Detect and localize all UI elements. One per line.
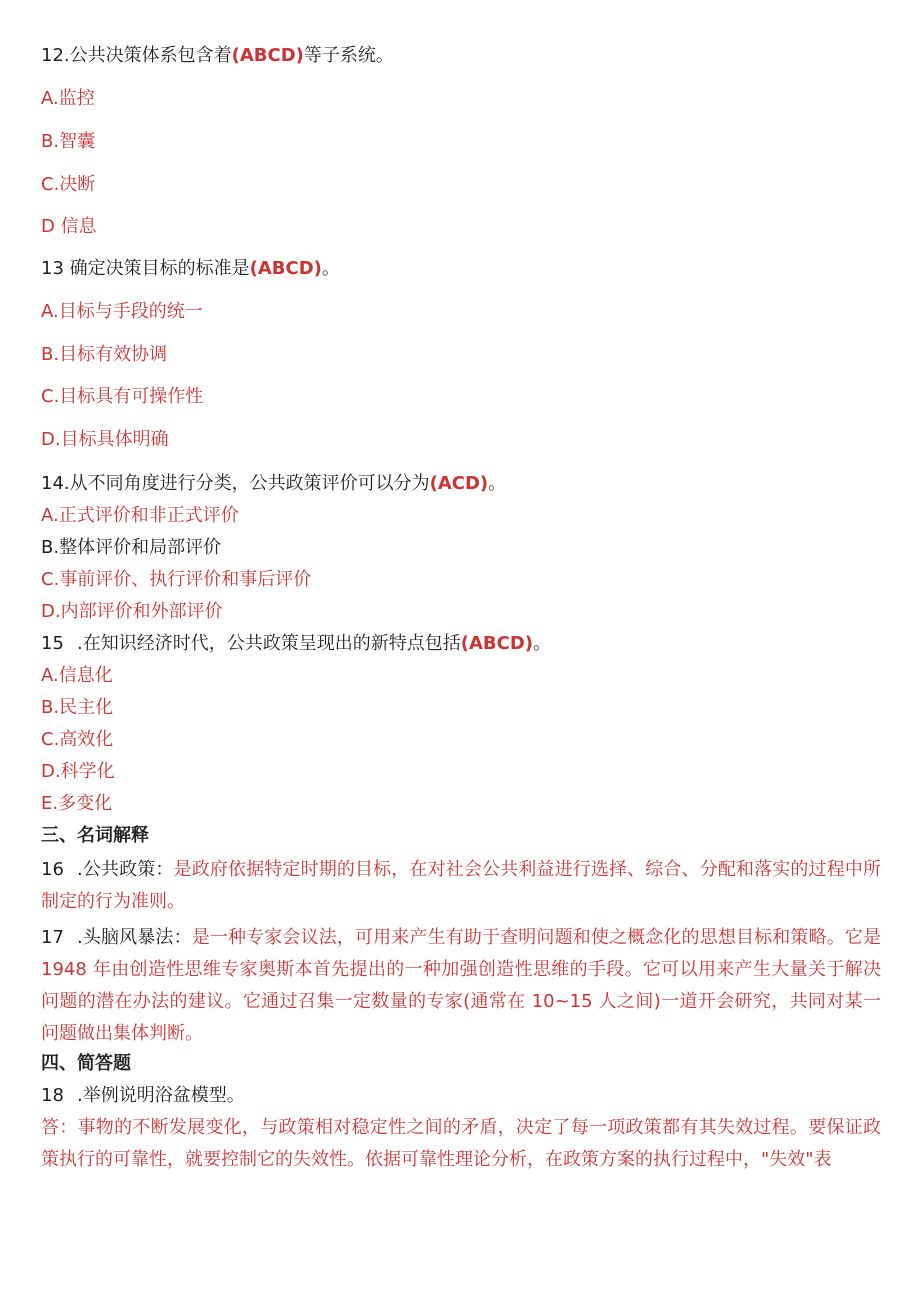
question-12-option-d: D 信息 [41,216,97,237]
question-13-answer: (ABCD) [249,258,322,279]
question-12-option-c: C.决断 [41,174,96,195]
section-heading-definitions: 三、名词解释 [41,825,149,846]
question-13-option-c: C.目标具有可操作性 [41,386,204,407]
question-15-option-d: D.科学化 [41,761,115,782]
question-17-definition: 是一种专家会议法，可用来产生有助于查明问题和使之概念化的思想目标和策略。它是 1948 年由创造性思维专家奥斯本首先提出的一种加强创造性思维的手段。它可以用来产生大量关于解决问题的潜在办法的建议。它通过召集一定数量的专家(通常在 10~15 人之间)一道开会研究，共同对某一问题做出集体判断。 [41,927,881,1044]
question-15-option-e: E.多变化 [41,793,113,814]
question-12-stem: 12.公共决策体系包含着(ABCD)等子系统。 [41,45,394,66]
question-14-option-c: C.事前评价、执行评价和事后评价 [41,569,312,590]
question-15-option-b: B.民主化 [41,697,114,718]
section-heading-short-answer: 四、简答题 [41,1053,131,1074]
question-17-term: .头脑风暴法： [77,927,192,948]
question-16-term: .公共政策： [77,859,174,880]
question-15-answer: (ABCD) [460,633,533,654]
question-16-definition: 是政府依据特定时期的目标，在对社会公共利益进行选择、综合、分配和落实的过程中所制定的行为准则。 [41,859,881,912]
question-15-stem: 15 .在知识经济时代，公共政策呈现出的新特点包括(ABCD)。 [41,633,551,654]
question-12-option-b: B.智囊 [41,131,96,152]
question-13-option-b: B.目标有效协调 [41,344,168,365]
question-18-stem: 18 .举例说明浴盆模型。 [41,1085,245,1106]
question-17: 17 .头脑风暴法：是一种专家会议法，可用来产生有助于查明问题和使之概念化的思想目标和策略。它是 1948 年由创造性思维专家奥斯本首先提出的一种加强创造性思维的手段。它可以用来产生大量关于解决问题的潜在办法的建议。它通过召集一定数量的专家(通常在 10~15 人之间)一道开会研究，共同对某一问题做出集体判断。 [41,927,881,1044]
question-14-stem: 14.从不同角度进行分类，公共政策评价可以分为(ACD)。 [41,473,507,494]
question-14-option-a: A.正式评价和非正式评价 [41,505,239,526]
question-18-answer: 答：事物的不断发展变化，与政策相对稳定性之间的矛盾，决定了每一项政策都有其失效过程。要保证政策执行的可靠性，就要控制它的失效性。依据可靠性理论分析，在政策方案的执行过程中，"失效"表 [41,1117,881,1170]
question-12-answer: (ABCD) [231,45,304,66]
question-13-option-a: A.目标与手段的统一 [41,301,203,322]
question-14-answer: (ACD) [429,473,489,494]
question-16: 16 .公共政策：是政府依据特定时期的目标，在对社会公共利益进行选择、综合、分配和落实的过程中所制定的行为准则。 [41,859,881,912]
question-14-option-b: B.整体评价和局部评价 [41,537,222,558]
question-15-option-a: A.信息化 [41,665,113,686]
question-13-stem: 13 确定决策目标的标准是(ABCD)。 [41,258,340,279]
question-15-option-c: C.高效化 [41,729,114,750]
question-13-option-d: D.目标具体明确 [41,429,169,450]
question-14-option-d: D.内部评价和外部评价 [41,601,223,622]
question-12-option-a: A.监控 [41,88,95,109]
